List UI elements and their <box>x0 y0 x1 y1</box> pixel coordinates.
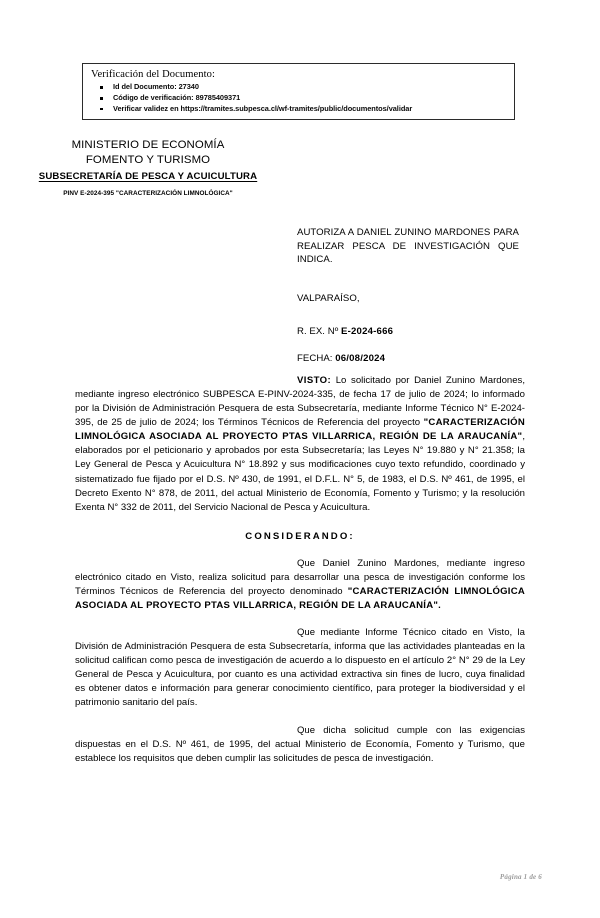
cons1-text-part-1: Que Daniel Zunino Mardones, mediante ingreso electrónico citado en Visto, realiza solicitud para desarrollar una pesca de investigación conforme los Términos Técnicos de Referencia del proyecto denominado <box>75 557 525 597</box>
cons1-project-name: "CARACTERIZACIÓN LIMNOLÓGICA ASOCIADA AL PROYECTO PTAS VILLARRICA, REGIÓN DE LA ARAUCANÍA". <box>75 585 525 612</box>
ministry-name-line-1: MINISTERIO DE ECONOMÍA <box>71 139 225 151</box>
verification-item-code: Código de verificación: 89785409371 <box>91 93 508 104</box>
document-place: VALPARAÍSO, <box>297 292 360 304</box>
date-label: FECHA: <box>297 352 336 364</box>
verification-item-document-id: Id del Documento: 27340 <box>91 82 508 93</box>
document-subject: AUTORIZA A DANIEL ZUNINO MARDONES PARA REALIZAR PESCA DE INVESTIGACIÓN QUE INDICA. <box>297 227 519 266</box>
visto-project-name: "CARACTERIZACIÓN LIMNOLÓGICA ASOCIADA AL PROYECTO PTAS VILLARRICA, REGIÓN DE LA ARAUCANÍA" <box>75 417 525 443</box>
ministry-name-line-2: FOMENTO Y TURISMO <box>85 154 211 167</box>
document-header-right <box>297 226 519 364</box>
considerando-paragraph-2 <box>75 626 525 710</box>
page-footer: Página 1 de 6 <box>499 873 542 881</box>
considerando-paragraph-1 <box>75 557 525 613</box>
visto-heading: VISTO: <box>297 375 332 386</box>
visto-paragraph <box>75 374 525 515</box>
verification-item-url[interactable]: Verificar validez en https://tramites.subpesca.cl/wf-tramites/public/documentos/validar <box>91 104 508 115</box>
verification-list <box>91 82 508 114</box>
verification-box <box>82 63 515 120</box>
resolution-number: E-2024-666 <box>341 325 394 337</box>
date-value: 06/08/2024 <box>335 352 386 364</box>
considerando-paragraph-3 <box>75 724 525 766</box>
verification-title: Verificación del Documento: <box>91 69 215 80</box>
letterhead <box>24 138 272 198</box>
resolution-label: R. EX. Nº <box>297 325 341 337</box>
date-line <box>297 353 519 364</box>
project-reference: PINV E-2024-395 "CARACTERIZACIÓN LIMNOLÓGICA" <box>63 189 233 197</box>
resolution-line <box>297 326 519 337</box>
subsecretaria-name: SUBSECRETARÍA DE PESCA Y ACUICULTURA <box>38 171 258 183</box>
visto-text-part-2: , elaborados por el peticionario y aprobados por esta Subsecretaría; las Leyes N° 19.880 y N° 21.358; la Ley General de Pesca y Acuicultura N° 18.892 y sus modificaciones cuyo texto refundido, coordinado y sistematizado fue fijado por el D.S. Nº 430, de 1991, el D.F.L. N° 5, de 1983, el D.S. Nº 461, de 1995, el Decreto Exento N° 878, de 2011, del actual Ministerio de Economía, Fomento y Turismo; y la resolución Exenta N° 332 de 2011, del Servicio Nacional de Pesca y Acuicultura. <box>75 431 525 513</box>
considerando-heading: CONSIDERANDO: <box>245 530 355 542</box>
visto-text-part-1: Lo solicitado por Daniel Zunino Mardones, mediante ingreso electrónico SUBPESCA E-PINV-2024-335, de fecha 17 de julio de 2024; lo informado por la División de Administración Pesquera de esta Subsecretaría, mediante Informe Técnico N° E-2024-395, de 25 de julio de 2024; los Términos Técnicos de Referencia del proyecto <box>75 375 525 429</box>
document-body <box>75 374 525 766</box>
cons3-text: Que dicha solicitud cumple con las exigencias dispuestas en el D.S. Nº 461, de 1995, del actual Ministerio de Economía, Fomento y Turismo, que establece los requisitos que deben cumplir las solicitudes de pesca de investigación. <box>75 724 525 764</box>
cons2-text: Que mediante Informe Técnico citado en Visto, la División de Administración Pesquera de esta Subsecretaría, informa que las actividades planteadas en la solicitud califican como pesca de investigación de acuerdo a lo dispuesto en el artículo 2° N° 29 de la Ley General de Pesca y Acuicultura, por cuanto es una actividad extractiva sin fines de lucro, cuya finalidad es obtener datos e información para generar conocimiento científico, para proteger la biodiversidad y el patrimonio sanitario del país. <box>75 627 525 709</box>
